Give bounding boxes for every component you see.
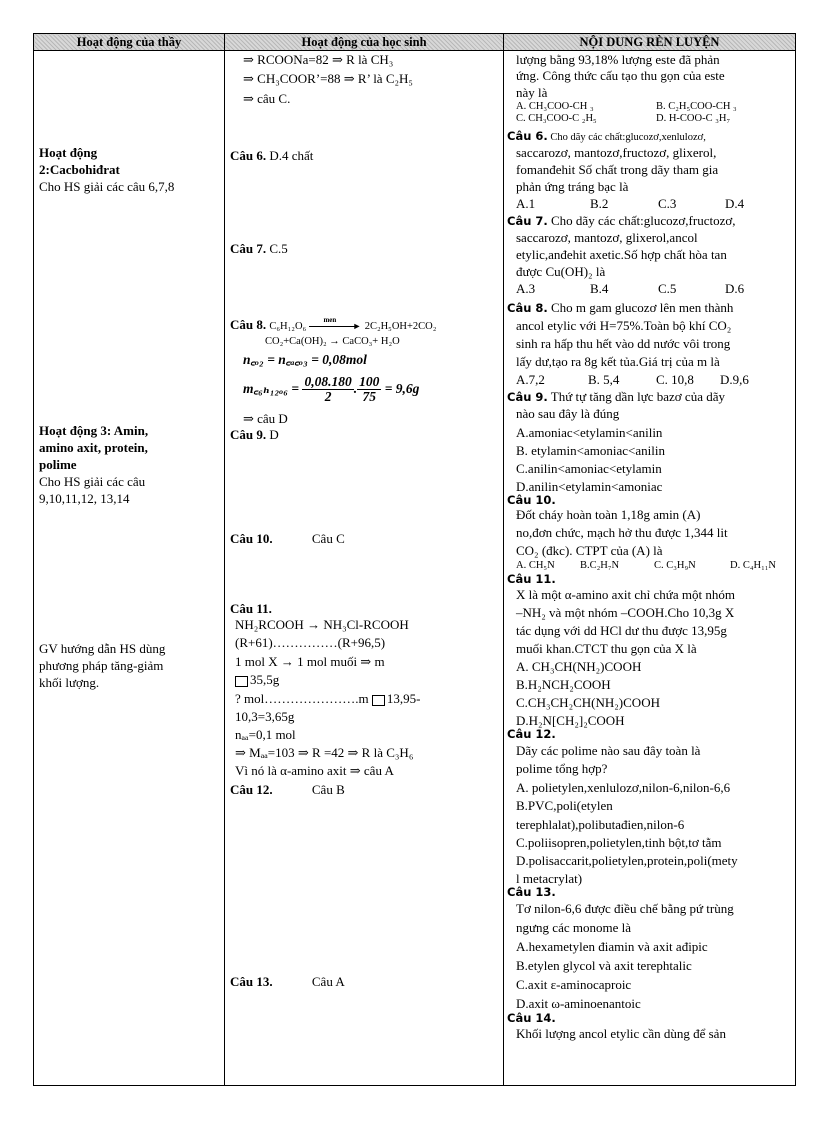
question-9-option-c: C.anilin<amoniac<etylamin <box>516 461 662 476</box>
answer-11-line-6: 10,3=3,65g <box>235 709 295 724</box>
question-11-option-b: B.H₂NCH₂COOH <box>516 677 611 692</box>
answer-8-mass: m꜀₆ₕ₁₂ₒ₆ = $\frac{0,08.180}{2}$ . $\frac{100}{75}$ = 9,6g <box>243 374 420 405</box>
fraction-1: $\frac{0,08.180}{2}$ <box>304 374 352 405</box>
question-6-line-2: saccarozơ, mantozơ,fructozơ, glixerol, <box>516 145 717 160</box>
answer-8-eq1 <box>230 317 436 335</box>
question-12-option-b2: terephlalat),polibutađien,nilon-6 <box>516 817 685 832</box>
question-6-option-b: B.2 <box>590 196 609 211</box>
header-teacher: Hoạt động của thầy <box>34 34 225 51</box>
option-a-ester: A. CH₃COO-CH ₃ <box>516 101 594 112</box>
question-11-option-c: C.CH₃CH₂CH(NH₂)COOH <box>516 695 660 710</box>
question-8-line-4: lấy dư,tạo ra 8g kết tủa.Giá trị của m là <box>516 354 720 369</box>
question-13-option-b: B.etylen glycol và axit terephtalic <box>516 958 692 973</box>
hd2-title-a: Hoạt động <box>39 145 98 160</box>
answer-11-line-3: 1 mol X → 1 mol muối ⇒ m <box>235 654 385 669</box>
body-row <box>34 51 796 1086</box>
header-student: Hoạt động của học sinh <box>225 34 504 51</box>
fraction-2: $\frac{100}{75}$ <box>359 374 380 405</box>
question-6-option-a: A.1 <box>516 196 536 211</box>
question-9-option-a: A.amoniac<etylamin<anilin <box>516 425 663 440</box>
question-10-option-a: A. CH₅N <box>516 560 555 571</box>
answer-12-label: Câu 12. <box>230 782 273 797</box>
question-13-line-2: ngưng các monome là <box>516 920 631 935</box>
question-6-line-4: phản ứng tráng bạc là <box>516 179 629 194</box>
question-8-label: Câu 8. <box>507 301 548 315</box>
question-8-line-3: sinh ra hấp thu hết vào dd nước vôi trong <box>516 336 731 351</box>
answer-9-value: D <box>269 427 279 442</box>
question-9-line-1: Câu 9. Thứ tự tăng dần lực bazơ của dãy <box>507 389 725 404</box>
question-12-option-d1: D.polisaccarit,polietylen,protein,poli(mety <box>516 853 738 868</box>
answer-9-label: Câu 9. <box>230 427 267 442</box>
page <box>33 33 795 1086</box>
intro-line-3: này là <box>516 85 548 100</box>
question-10-option-b: B.C₂H₇N <box>580 560 620 571</box>
question-11-line-2: –NH₂ và một nhóm –COOH.Cho 10,3g X <box>516 605 735 620</box>
question-10-label: Câu 10. <box>507 493 556 507</box>
question-7-option-a: A.3 <box>516 281 536 296</box>
answer-7-value: C.5 <box>269 241 288 256</box>
question-10-line-2: no,đơn chức, mạch hở thu được 1,344 lit <box>516 525 728 540</box>
question-13-line-1: Tơ nilon-6,6 được điều chế bằng pứ trùng <box>516 901 734 916</box>
answer-11-line-8: ⇒ Mₐₐ=103 ⇒ R =42 ⇒ R là C₃H₆ <box>235 745 414 760</box>
student-line-2: ⇒ CH₃COOR’=88 ⇒ R’ là C₂H₅ <box>243 71 413 86</box>
question-9-line-2: nào sau đây là đúng <box>516 406 620 421</box>
answer-8-reactant: C₆H₁₂O₆ <box>269 321 307 332</box>
question-7-option-d: D.6 <box>725 281 745 296</box>
question-7-option-b: B.4 <box>590 281 609 296</box>
answer-11-line-9: Vì nó là α-amino axit ⇒ câu A <box>235 763 394 778</box>
question-13-label: Câu 13. <box>507 885 556 899</box>
question-7-line-4: được Cu(OH)₂ là <box>516 264 606 279</box>
hd3-task-a: Cho HS giải các câu <box>39 474 146 489</box>
question-7-line-2: saccarozơ, mantozơ, glixerol,ancol <box>516 230 698 245</box>
intro-line-1: lượng bằng 93,18% lượng este đã phản <box>516 52 720 67</box>
question-13-option-a: A.hexametylen điamin và axit ađipic <box>516 939 708 954</box>
answer-8-choice: ⇒ câu D <box>243 411 288 426</box>
hd3-title-b: amino axit, protein, <box>39 440 148 455</box>
question-6-option-c: C.3 <box>658 196 677 211</box>
question-11-option-a: A. CH₃CH(NH₂)COOH <box>516 659 642 674</box>
answer-13-value: Câu A <box>311 974 345 989</box>
student-line-3: ⇒ câu C. <box>243 91 291 106</box>
question-7-line-1: Câu 7. Cho dãy các chất:glucozơ,fructozơ, <box>507 213 736 228</box>
student-line-1: ⇒ RCOONa=82 ⇒ R là CH₃ <box>243 52 394 67</box>
lesson-table <box>33 33 796 1086</box>
question-8-line-2: ancol etylic với H=75%.Toàn bộ khí CO₂ <box>516 318 732 333</box>
question-12-line-1: Dãy các polime nào sau đây toàn là <box>516 743 701 758</box>
book-icon <box>372 695 385 706</box>
question-7-option-c: C.5 <box>658 281 677 296</box>
question-11-label: Câu 11. <box>507 572 556 586</box>
student-column <box>225 51 504 1086</box>
question-12-option-d2: l metacrylat) <box>516 871 583 886</box>
hd2-task: Cho HS giải các câu 6,7,8 <box>39 179 175 194</box>
option-b-ester: B. C₂H₅COO-CH ₃ <box>656 101 737 112</box>
question-6-option-d: D.4 <box>725 196 745 211</box>
answer-7-label: Câu 7. <box>230 241 267 256</box>
question-8-option-c: C. 10,8 <box>656 372 694 387</box>
answer-12 <box>230 782 345 798</box>
guide-c: khối lượng. <box>39 675 100 690</box>
hd3-title-a: Hoạt động 3: Amin, <box>39 423 149 438</box>
question-12-label: Câu 12. <box>507 727 556 741</box>
question-12-option-a: A. polietylen,xenlulozơ,nilon-6,nilon-6,6 <box>516 780 731 795</box>
question-13-option-d: D.axit ω-aminoenantoic <box>516 996 641 1011</box>
guide-a: GV hướng dẫn HS dùng <box>39 641 166 656</box>
answer-6 <box>230 148 313 164</box>
question-11-line-3: tác dụng với dd HCl dư thu được 13,95g <box>516 623 727 638</box>
answer-8-mass-lhs: m꜀₆ₕ₁₂ₒ₆ = <box>243 381 300 396</box>
question-6-label: Câu 6. <box>507 129 548 143</box>
answer-8-eq2: CO₂+Ca(OH)₂ → CaCO₃+ H₂O <box>265 336 400 347</box>
answer-13 <box>230 974 345 990</box>
question-13-option-c: C.axit ε-aminocaproic <box>516 977 632 992</box>
answer-6-label: Câu 6. <box>230 148 267 163</box>
answer-13-label: Câu 13. <box>230 974 273 989</box>
question-12-option-c: C.poliisopren,polietylen,tinh bột,tơ tằm <box>516 835 722 850</box>
question-6-line-1: Câu 6. Cho dãy các chất:glucozơ,xenlulozơ, <box>507 129 706 143</box>
header-content: NỘI DUNG RÈN LUYỆN <box>504 34 796 51</box>
answer-11-label: Câu 11. <box>230 601 272 616</box>
answer-8-result: = 9,6g <box>384 381 420 396</box>
question-10-option-d: D. C₄H₁₁N <box>730 560 776 571</box>
option-c-ester: C. CH₃COO-C ₂H₅ <box>516 113 597 124</box>
question-9-label: Câu 9. <box>507 390 548 404</box>
question-12-option-b1: B.PVC,poli(etylen <box>516 798 613 813</box>
question-14-line-1: Khối lượng ancol etylic cần dùng để sản <box>516 1026 726 1041</box>
hd2-title-b: 2:Cacbohiđrat <box>39 162 120 177</box>
fermentation-arrow: ► men <box>309 321 361 331</box>
hd3-task-b: 9,10,11,12, 13,14 <box>39 491 130 506</box>
question-11-option-d: D.H₂N[CH₂]₂COOH <box>516 713 625 728</box>
answer-11-line-2: (R+61)……………(R+96,5) <box>235 635 386 650</box>
question-14-label: Câu 14. <box>507 1011 556 1025</box>
answer-10-label: Câu 10. <box>230 531 273 546</box>
question-12-line-2: polime tổng hợp? <box>516 761 608 776</box>
answer-10 <box>230 531 345 547</box>
answer-8-products: 2C₂H₅OH+2CO₂ <box>364 321 437 332</box>
question-9-option-b: B. etylamin<amoniac<anilin <box>516 443 665 458</box>
book-icon <box>235 676 248 687</box>
answer-9 <box>230 427 279 443</box>
question-9-option-d: D.anilin<etylamin<amoniac <box>516 479 663 494</box>
teacher-column <box>34 51 225 1086</box>
answer-11-line-7: nₐₐ=0,1 mol <box>235 727 296 742</box>
question-8-option-b: B. 5,4 <box>588 372 620 387</box>
answer-11-line-1: NH₂RCOOH → NH₃Cl-RCOOH <box>235 617 409 632</box>
answer-11-line-4: 35,5g <box>235 672 279 688</box>
question-11-line-1: X là một α-amino axit chỉ chứa một nhóm <box>516 587 735 602</box>
question-7-label: Câu 7. <box>507 214 548 228</box>
question-10-line-3: CO₂ (đkc). CTPT của (A) là <box>516 543 663 558</box>
header-row <box>34 34 796 51</box>
question-8-option-a: A.7,2 <box>516 372 545 387</box>
question-8-line-1: Câu 8. Cho m gam glucozơ lên men thành <box>507 300 734 315</box>
answer-8-moles: n꜀ₒ₂ = n꜀ₐ꜀ₒ₃ = 0,08mol <box>243 352 367 367</box>
hd3-title-c: polime <box>39 457 77 472</box>
answer-12-value: Câu B <box>311 782 345 797</box>
answer-10-value: Câu C <box>311 531 345 546</box>
content-column <box>504 51 796 1086</box>
option-d-ester: D. H-COO-C ₃H₇ <box>656 113 731 124</box>
question-11-line-4: muối khan.CTCT thu gọn của X là <box>516 641 697 656</box>
question-7-line-3: etylic,anđehit axetic.Số hợp chất hòa tan <box>516 247 727 262</box>
question-8-option-d: D.9,6 <box>720 372 749 387</box>
answer-7 <box>230 241 288 257</box>
answer-8-label: Câu 8. <box>230 317 267 332</box>
question-10-option-c: C. C₃H₉N <box>654 560 696 571</box>
enzyme-label: men <box>323 316 337 325</box>
answer-11-line-5: ? mol………………….m 13,95- <box>235 691 421 706</box>
answer-6-value: D.4 chất <box>269 148 314 163</box>
question-6-line-3: fomanđehit Số chất trong dãy tham gia <box>516 162 719 177</box>
intro-line-2: ứng. Công thức cấu tạo thu gọn của este <box>516 68 725 83</box>
guide-b: phương pháp tăng-giảm <box>39 658 164 673</box>
question-10-line-1: Đốt cháy hoàn toàn 1,18g amin (A) <box>516 507 701 522</box>
